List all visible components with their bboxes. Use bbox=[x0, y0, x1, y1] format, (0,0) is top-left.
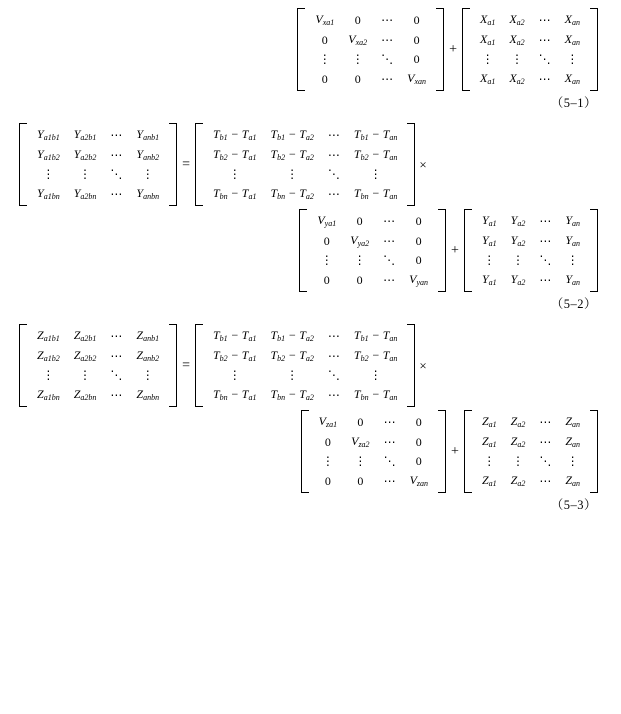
matrix-cell: $Y_{a2b2}$ bbox=[73, 147, 97, 162]
matrix-cell: ⋯ bbox=[539, 213, 552, 228]
matrix-cell: $Y_{a1}$ bbox=[481, 213, 497, 228]
matrix-cell: ⋮ bbox=[566, 52, 579, 67]
matrix-cell: ⋱ bbox=[327, 368, 340, 383]
matrix-row bbox=[206, 385, 404, 405]
matrix-row bbox=[310, 251, 435, 270]
matrix-cell: $Z_{an}$ bbox=[565, 434, 580, 449]
matrix-cell: $Y_{a2}$ bbox=[510, 233, 526, 248]
plus-operator: + bbox=[451, 443, 459, 459]
matrix-cell: $X_{a1}$ bbox=[479, 32, 496, 47]
matrix-row bbox=[30, 165, 166, 184]
matrix-cell: $Y_{a2b1}$ bbox=[73, 127, 97, 142]
matrix-row bbox=[30, 366, 166, 385]
matrix-cell: $X_{a1}$ bbox=[479, 12, 496, 27]
matrix-Z-ab bbox=[19, 324, 177, 407]
matrix-cell: $V_{yan}$ bbox=[409, 271, 429, 287]
matrix-cell: 0 bbox=[415, 414, 422, 429]
matrix-row bbox=[206, 145, 404, 165]
matrix-cell: 0 bbox=[324, 434, 331, 449]
equation-row bbox=[0, 209, 621, 292]
matrix-cell: 0 bbox=[354, 12, 361, 27]
matrix-row bbox=[473, 10, 587, 30]
matrix-cell: ⋮ bbox=[483, 454, 496, 469]
equation-number: （5–2） bbox=[550, 297, 597, 312]
matrix-cell: 0 bbox=[323, 272, 330, 287]
matrix-cell: $V_{ya2}$ bbox=[350, 233, 370, 248]
matrix-cell: $T_{b2} - T_{an}$ bbox=[353, 348, 398, 363]
matrix-cell: $T_{b2} - T_{an}$ bbox=[353, 147, 398, 162]
matrix-cell: $T_{bn} - T_{an}$ bbox=[353, 386, 398, 402]
matrix-T-difference bbox=[195, 324, 415, 407]
matrix-cell: 0 bbox=[413, 52, 420, 67]
matrix-cell: $Z_{a1bn}$ bbox=[37, 386, 60, 402]
matrix-cell: ⋯ bbox=[538, 71, 551, 86]
matrix-cell: $V_{xa2}$ bbox=[348, 32, 368, 47]
matrix-row bbox=[206, 326, 404, 346]
matrix-cell: 0 bbox=[357, 473, 364, 488]
matrix-cell: $X_{an}$ bbox=[564, 70, 580, 86]
matrix-cell: 0 bbox=[415, 434, 422, 449]
matrix-row bbox=[308, 30, 433, 50]
matrix-cell: ⋮ bbox=[483, 253, 496, 268]
matrix-cell: ⋮ bbox=[141, 167, 154, 182]
matrix-cell: ⋮ bbox=[353, 253, 366, 268]
matrix-cell: ⋯ bbox=[110, 147, 123, 162]
matrix-cell: $X_{a2}$ bbox=[509, 12, 525, 27]
matrix-cell: $Y_{a1b2}$ bbox=[37, 147, 60, 162]
matrix-cell: ⋱ bbox=[383, 454, 396, 469]
matrix-cell: ⋮ bbox=[566, 253, 579, 268]
matrix-cell: $V_{za2}$ bbox=[351, 434, 370, 449]
matrix-cell: 0 bbox=[356, 213, 363, 228]
matrix-cell: ⋮ bbox=[42, 167, 55, 182]
matrix-cell: $Z_{a2b2}$ bbox=[73, 348, 97, 363]
matrix-cell: $V_{za1}$ bbox=[318, 414, 338, 429]
equation-row bbox=[0, 410, 621, 493]
matrix-cell: ⋯ bbox=[381, 71, 394, 86]
matrix-row bbox=[473, 50, 587, 69]
matrix-cell: 0 bbox=[321, 32, 328, 47]
matrix-cell: $T_{b1} - T_{a1}$ bbox=[212, 127, 257, 142]
matrix-row bbox=[206, 125, 404, 145]
matrix-row bbox=[312, 471, 435, 491]
matrix-cell: $Z_{a2}$ bbox=[510, 434, 526, 449]
equation-block bbox=[0, 324, 621, 513]
matrix-cell: 0 bbox=[356, 272, 363, 287]
matrix-V-za-diagonal bbox=[301, 410, 446, 493]
times-operator: × bbox=[419, 156, 427, 172]
matrix-cell: $X_{an}$ bbox=[564, 12, 580, 27]
matrix-cell: $Y_{anbn}$ bbox=[136, 185, 160, 201]
matrix-cell: ⋯ bbox=[383, 434, 396, 449]
matrix-cell: ⋯ bbox=[327, 387, 340, 402]
matrix-cell: 0 bbox=[415, 213, 422, 228]
matrix-cell: $Z_{a2bn}$ bbox=[73, 386, 97, 402]
matrix-cell: ⋱ bbox=[538, 52, 551, 67]
matrix-cell: ⋮ bbox=[511, 454, 524, 469]
matrix-cell: $V_{xa1}$ bbox=[315, 12, 335, 27]
matrix-cell: ⋯ bbox=[538, 32, 551, 47]
matrix-cell: ⋯ bbox=[539, 473, 552, 488]
matrix-cell: ⋱ bbox=[539, 253, 552, 268]
matrix-cell: $Z_{a1}$ bbox=[481, 434, 497, 449]
matrix-cell: 0 bbox=[357, 414, 364, 429]
matrix-cell: $V_{zan}$ bbox=[409, 472, 429, 488]
equations-container bbox=[0, 8, 621, 513]
matrix-cell: ⋮ bbox=[511, 253, 524, 268]
matrix-cell: $V_{xan}$ bbox=[407, 70, 427, 86]
matrix-cell: $T_{b2} - T_{a2}$ bbox=[270, 147, 314, 162]
matrix-row bbox=[30, 125, 166, 145]
matrix-cell: $Z_{an}$ bbox=[565, 472, 580, 488]
matrix-cell: 0 bbox=[324, 473, 331, 488]
matrix-cell: ⋯ bbox=[539, 434, 552, 449]
matrix-cell: $Y_{anb2}$ bbox=[136, 147, 160, 162]
matrix-cell: $Z_{a1}$ bbox=[481, 472, 497, 488]
equation-block bbox=[0, 8, 621, 111]
equals-operator: = bbox=[182, 156, 190, 172]
matrix-cell: ⋯ bbox=[110, 186, 123, 201]
matrix-cell: $X_{an}$ bbox=[564, 32, 580, 47]
matrix-cell: ⋱ bbox=[327, 167, 340, 182]
matrix-cell: ⋮ bbox=[481, 52, 494, 67]
matrix-row bbox=[473, 30, 587, 50]
matrix-V-ya-diagonal bbox=[299, 209, 446, 292]
matrix-cell: ⋯ bbox=[327, 127, 340, 142]
matrix-row bbox=[475, 452, 587, 471]
matrix-row bbox=[475, 471, 587, 491]
matrix-cell: $Y_{an}$ bbox=[565, 213, 580, 228]
matrix-cell: ⋯ bbox=[539, 272, 552, 287]
matrix-row bbox=[30, 145, 166, 165]
equation-row bbox=[0, 324, 621, 407]
matrix-cell: ⋮ bbox=[351, 52, 364, 67]
matrix-cell: ⋯ bbox=[110, 328, 123, 343]
matrix-cell: ⋯ bbox=[539, 233, 552, 248]
matrix-cell: ⋮ bbox=[79, 167, 92, 182]
matrix-cell: 0 bbox=[415, 233, 422, 248]
matrix-cell: ⋮ bbox=[320, 253, 333, 268]
matrix-Z-a bbox=[464, 410, 598, 493]
plus-operator: + bbox=[449, 41, 457, 57]
matrix-row bbox=[308, 50, 433, 69]
matrix-cell: ⋮ bbox=[228, 167, 241, 182]
matrix-cell: $Z_{anb1}$ bbox=[136, 328, 160, 343]
matrix-row bbox=[310, 270, 435, 290]
matrix-row bbox=[30, 326, 166, 346]
matrix-cell: $V_{ya1}$ bbox=[317, 213, 337, 228]
matrix-cell: 0 bbox=[413, 32, 420, 47]
matrix-cell: ⋯ bbox=[110, 387, 123, 402]
matrix-cell: 0 bbox=[415, 454, 422, 469]
matrix-cell: $Z_{a1b2}$ bbox=[37, 348, 60, 363]
matrix-row bbox=[312, 432, 435, 452]
matrix-row bbox=[475, 251, 587, 270]
matrix-cell: ⋯ bbox=[327, 186, 340, 201]
matrix-cell: ⋮ bbox=[354, 454, 367, 469]
matrix-row bbox=[206, 165, 404, 184]
matrix-cell: 0 bbox=[413, 12, 420, 27]
matrix-cell: ⋮ bbox=[369, 167, 382, 182]
matrix-cell: 0 bbox=[354, 71, 361, 86]
matrix-cell: $Y_{a1bn}$ bbox=[37, 185, 60, 201]
matrix-cell: $Z_{anbn}$ bbox=[136, 386, 160, 402]
matrix-cell: $T_{bn} - T_{a1}$ bbox=[212, 386, 257, 402]
matrix-cell: ⋯ bbox=[381, 32, 394, 47]
matrix-cell: $Z_{a2}$ bbox=[510, 414, 526, 429]
matrix-cell: $T_{b1} - T_{an}$ bbox=[353, 328, 398, 343]
equation-block bbox=[0, 123, 621, 312]
matrix-cell: ⋮ bbox=[369, 368, 382, 383]
matrix-cell: $Y_{a2bn}$ bbox=[73, 185, 97, 201]
equation-row bbox=[0, 123, 621, 206]
equation-number: （5–3） bbox=[550, 498, 597, 513]
matrix-row bbox=[473, 69, 587, 89]
matrix-cell: ⋱ bbox=[539, 454, 552, 469]
matrix-row bbox=[475, 412, 587, 432]
matrix-V-xa-diagonal bbox=[297, 8, 444, 91]
matrix-X-a bbox=[462, 8, 598, 91]
matrix-cell: 0 bbox=[321, 71, 328, 86]
matrix-row bbox=[308, 69, 433, 89]
matrix-cell: ⋮ bbox=[286, 167, 299, 182]
matrix-cell: $Y_{a2}$ bbox=[510, 213, 526, 228]
matrix-cell: $Y_{a1}$ bbox=[481, 271, 497, 287]
matrix-row bbox=[308, 10, 433, 30]
matrix-cell: ⋯ bbox=[383, 213, 396, 228]
matrix-cell: ⋱ bbox=[381, 52, 394, 67]
matrix-row bbox=[206, 184, 404, 204]
equation-row bbox=[0, 8, 621, 91]
matrix-row bbox=[30, 184, 166, 204]
matrix-cell: ⋮ bbox=[321, 454, 334, 469]
matrix-cell: ⋯ bbox=[539, 414, 552, 429]
plus-operator: + bbox=[451, 242, 459, 258]
matrix-cell: ⋯ bbox=[327, 328, 340, 343]
matrix-cell: ⋯ bbox=[381, 12, 394, 27]
matrix-cell: $Z_{an}$ bbox=[565, 414, 580, 429]
matrix-cell: ⋯ bbox=[383, 233, 396, 248]
matrix-cell: $T_{b2} - T_{a2}$ bbox=[270, 348, 314, 363]
matrix-cell: $T_{bn} - T_{a2}$ bbox=[270, 185, 314, 201]
matrix-row bbox=[312, 452, 435, 471]
matrix-cell: $Y_{an}$ bbox=[565, 233, 580, 248]
matrix-cell: $X_{a1}$ bbox=[479, 70, 496, 86]
matrix-row bbox=[30, 385, 166, 405]
matrix-cell: $T_{bn} - T_{an}$ bbox=[353, 185, 398, 201]
matrix-cell: ⋮ bbox=[566, 454, 579, 469]
matrix-row bbox=[475, 211, 587, 231]
matrix-cell: ⋯ bbox=[383, 272, 396, 287]
matrix-cell: $T_{b1} - T_{an}$ bbox=[353, 127, 398, 142]
matrix-cell: $Z_{a2}$ bbox=[510, 472, 526, 488]
matrix-cell: $Y_{anb1}$ bbox=[136, 127, 160, 142]
matrix-cell: ⋯ bbox=[383, 414, 396, 429]
matrix-cell: ⋯ bbox=[327, 147, 340, 162]
matrix-Y-ab bbox=[19, 123, 177, 206]
matrix-cell: $T_{b1} - T_{a2}$ bbox=[270, 328, 314, 343]
matrix-cell: $X_{a2}$ bbox=[509, 70, 525, 86]
matrix-cell: ⋮ bbox=[228, 368, 241, 383]
matrix-cell: $Z_{a1b1}$ bbox=[37, 328, 60, 343]
matrix-T-difference bbox=[195, 123, 415, 206]
matrix-cell: $T_{bn} - T_{a1}$ bbox=[212, 185, 257, 201]
matrix-cell: ⋯ bbox=[538, 12, 551, 27]
matrix-cell: $Z_{anb2}$ bbox=[136, 348, 160, 363]
matrix-cell: $Y_{a1}$ bbox=[481, 233, 497, 248]
matrix-row bbox=[206, 366, 404, 385]
matrix-cell: ⋮ bbox=[286, 368, 299, 383]
equals-operator: = bbox=[182, 357, 190, 373]
matrix-cell: $T_{b2} - T_{a1}$ bbox=[212, 348, 257, 363]
matrix-row bbox=[312, 412, 435, 432]
matrix-cell: $Y_{a1b1}$ bbox=[37, 127, 60, 142]
matrix-cell: $Y_{an}$ bbox=[565, 271, 580, 287]
matrix-cell: $Z_{a2b1}$ bbox=[73, 328, 97, 343]
matrix-cell: ⋱ bbox=[110, 368, 123, 383]
matrix-row bbox=[475, 231, 587, 251]
matrix-row bbox=[206, 346, 404, 366]
matrix-Y-a bbox=[464, 209, 598, 292]
matrix-cell: $Y_{a2}$ bbox=[510, 271, 526, 287]
matrix-cell: $X_{a2}$ bbox=[509, 32, 525, 47]
matrix-row bbox=[475, 270, 587, 290]
matrix-cell: $T_{b1} - T_{a2}$ bbox=[270, 127, 314, 142]
matrix-cell: ⋯ bbox=[110, 348, 123, 363]
matrix-row bbox=[475, 432, 587, 452]
times-operator: × bbox=[419, 357, 427, 373]
equation-number: （5–1） bbox=[550, 96, 597, 111]
matrix-cell: ⋯ bbox=[110, 127, 123, 142]
matrix-cell: ⋱ bbox=[383, 253, 396, 268]
matrix-cell: ⋮ bbox=[141, 368, 154, 383]
matrix-row bbox=[310, 231, 435, 251]
matrix-cell: ⋯ bbox=[327, 348, 340, 363]
matrix-cell: $T_{bn} - T_{a2}$ bbox=[270, 386, 314, 402]
matrix-cell: 0 bbox=[323, 233, 330, 248]
matrix-cell: ⋮ bbox=[510, 52, 523, 67]
matrix-cell: ⋮ bbox=[79, 368, 92, 383]
matrix-cell: ⋮ bbox=[42, 368, 55, 383]
matrix-cell: ⋱ bbox=[110, 167, 123, 182]
matrix-cell: ⋯ bbox=[383, 473, 396, 488]
matrix-cell: $Z_{a1}$ bbox=[481, 414, 497, 429]
matrix-cell: $T_{b1} - T_{a1}$ bbox=[212, 328, 257, 343]
matrix-cell: $T_{b2} - T_{a1}$ bbox=[212, 147, 257, 162]
matrix-row bbox=[30, 346, 166, 366]
matrix-row bbox=[310, 211, 435, 231]
matrix-cell: ⋮ bbox=[318, 52, 331, 67]
matrix-cell: 0 bbox=[415, 253, 422, 268]
